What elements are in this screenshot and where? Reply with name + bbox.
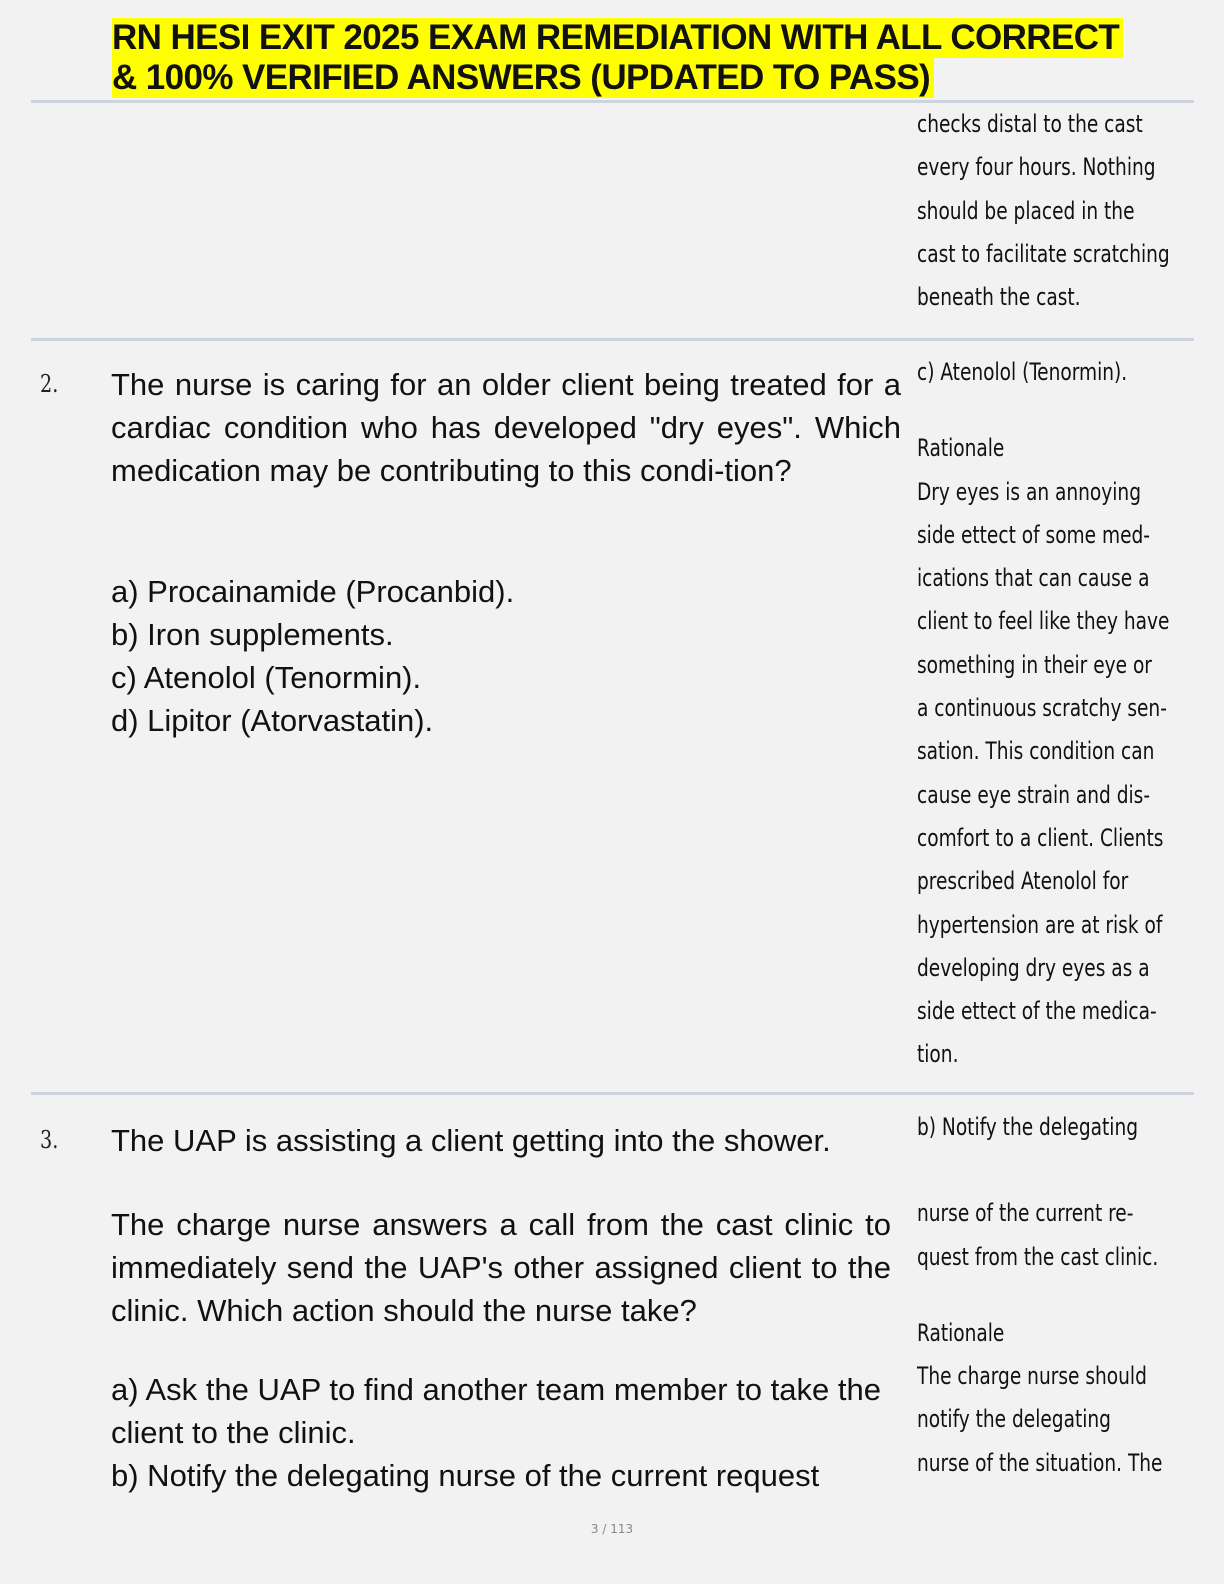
option-b: b) Iron supplements.	[111, 617, 394, 652]
answer-options	[111, 1368, 881, 1497]
rationale-label: Rationale	[917, 434, 1005, 463]
document-title	[112, 18, 1170, 98]
page-number: 3 / 113	[590, 1522, 634, 1536]
option-a: a) Procainamide (Procanbid).	[111, 574, 515, 609]
question-text: The UAP is assisting a client getting into the shower.	[111, 1123, 831, 1158]
answer-rationale: c) Atenolol (Tenormin). Rationale Dry eyes is an annoying side ettect of some med- ications that can cause a client to feel like they have something in their eye or a continuous scratchy sen- sation. This condition can cause eye strain and dis- comfort to a client. Clients prescribed Atenolol for hypertension are at risk of developing dry eyes as a side ettect of the medica- tion.	[917, 351, 1189, 1077]
correct-answer: c) Atenolol (Tenormin).	[917, 358, 1128, 386]
previous-rationale-continued: checks distal to the cast every four hours. Nothing should be placed in the cast to facilitate scratching beneath the cast.	[917, 110, 1170, 312]
option-b: b) Notify the delegating nurse of the current request	[111, 1458, 820, 1493]
title-line-2: & 100% VERIFIED ANSWERS (UPDATED TO PASS)	[112, 58, 934, 98]
question-number: 2.	[40, 370, 59, 398]
question-text-continued: The charge nurse answers a call from the cast clinic to immediately send the UAP's other assigned client to the clinic. Which action should the nurse take?	[111, 1207, 891, 1328]
divider	[31, 338, 1194, 341]
option-d: d) Lipitor (Atorvastatin).	[111, 703, 434, 738]
question-number: 3.	[40, 1126, 59, 1154]
divider	[31, 1092, 1194, 1095]
correct-answer: b) Notify the delegating	[917, 1113, 1139, 1141]
option-a: a) Ask the UAP to find another team member to take the client to the clinic.	[111, 1372, 881, 1450]
answer-options	[111, 570, 514, 742]
question-text: The nurse is caring for an older client being treated for a cardiac condition who has developed "dry eyes". Which medication may be contributing to this condi-tion?	[111, 367, 901, 488]
option-c: c) Atenolol (Tenormin).	[111, 660, 422, 695]
title-line-1: RN HESI EXIT 2025 EXAM REMEDIATION WITH ALL CORRECT	[112, 18, 1123, 58]
answer-rationale: b) Notify the delegating nurse of the current re- quest from the cast clinic. Rationale The charge nurse should notify the delegating nurse of the situation. The	[917, 1106, 1189, 1485]
rationale-label: Rationale	[917, 1318, 1005, 1347]
